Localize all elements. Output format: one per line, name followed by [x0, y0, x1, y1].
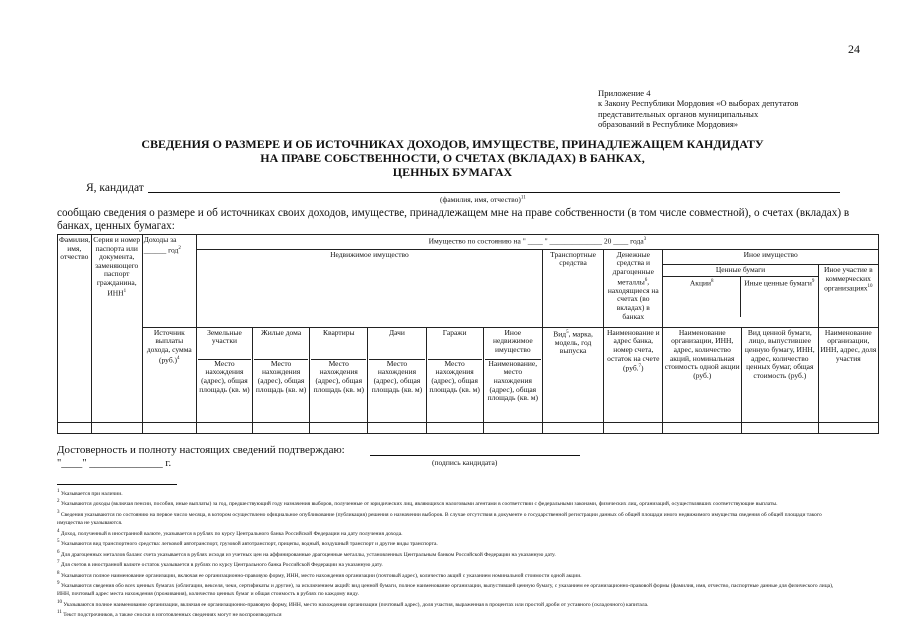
- table-cell[interactable]: [663, 423, 742, 434]
- title-line-2: НА ПРАВЕ СОБСТВЕННОСТИ, О СЧЕТАХ (ВКЛАДАХ) В БАНКАХ,: [260, 151, 645, 165]
- col-other-real-estate: Иное недвижимое имущество Наименование, место нахождения (адрес), общая площадь (кв. м): [483, 327, 542, 423]
- other-property-header: Иное имущество: [663, 249, 879, 264]
- footnote-10: 10 Указываются полное наименование организации, включая ее организационно-правовую форму, ИНН, место нахождения организации (почтовый адрес), доля участия, выраженная в процентах или простой дроби от уставного (складочного) капитала.: [57, 599, 649, 608]
- securities-header: Ценные бумаги Акции$^8$ Иные ценные бумаги$^9$: [663, 264, 818, 327]
- col-money-detail: Наименование и адрес банка, номер счета, остаток на счете (руб.$^7$): [604, 327, 663, 423]
- income-source: Источник выплаты дохода, сумма $(руб.)^4$: [142, 327, 196, 423]
- col-fio: Фамилия, имя, отчество: [58, 235, 92, 423]
- table-cell[interactable]: [58, 423, 92, 434]
- appendix-reference: [598, 88, 878, 129]
- signature-note: (подпись кандидата): [432, 458, 498, 467]
- real-estate-header: Недвижимое имущество: [196, 249, 542, 327]
- col-transport-detail: Вид$^5$, марка, модель, год выпуска: [542, 327, 603, 423]
- table-cell[interactable]: [368, 423, 426, 434]
- col-other-participation-detail: Наименование организации, ИНН, адрес, доля участия: [818, 327, 878, 423]
- intro-text: сообщаю сведения о размере и об источниках своих доходов, имуществе, принадлежащем мне на праве собственности (в том числе совместной), о счетах (вкладах) в банках, ценных бумагах:: [57, 207, 850, 232]
- footnotes: [57, 488, 847, 620]
- appendix-line-4: образований в Республике Мордовия»: [598, 118, 739, 129]
- table-cell[interactable]: [542, 423, 603, 434]
- footnote-9: 9 Указываются сведения обо всех ценных бумагах (облигации, векселя, чеки, сертификаты и другие), за исключением акций: вид ценной бумаги, полное наименование организации, выпустившей ценную бумагу, с указанием ее организационно-правовой формы (фамилия, имя, отчество, паспортные данные для физического лица), ИНН, почтовый адрес места нахождения (проживания), количество ценных бумаг и общая стоимость в рублях по каждому виду.: [57, 580, 834, 598]
- signature-line[interactable]: [370, 455, 580, 456]
- fio-note: (фамилия, имя, отчество)$^{11}$: [440, 195, 526, 204]
- footnote-7: 7 Для счетов в иностранной валюте остаток указывается в рублях по курсу Центрального банка Российской Федерации на указанную дату.: [57, 560, 383, 568]
- footnote-2: 2 Указываются доходы (включая пенсии, пособия, иные выплаты) за год, предшествующий году назначения выборов, полученные от юридических лиц, являющихся налоговыми агентами в соответствии с федеральными законами, физических лиц, организаций, осуществлявших соответствующие выплаты.: [57, 499, 778, 508]
- table-cell[interactable]: [742, 423, 819, 434]
- footnote-1: 1 Указывается при наличии.: [57, 489, 123, 497]
- table-cell[interactable]: [483, 423, 542, 434]
- col-other-securities-detail: Вид ценной бумаги, лицо, выпустившее ценную бумагу, ИНН, адрес, количество ценных бумаг, общая стоимость (руб.): [742, 327, 819, 423]
- appendix-line-3: представительных органов муниципальных: [598, 108, 759, 119]
- col-shares-detail: Наименование организации, ИНН, адрес, количество акций, номинальная стоимость одной акции (руб.): [663, 327, 742, 423]
- table-cell[interactable]: [310, 423, 368, 434]
- table-cell[interactable]: [604, 423, 663, 434]
- other-participation-header: Иное участие в коммерческих организациях$^{10}$: [818, 264, 878, 327]
- property-header: Имущество по состоянию на " ____ " ______________ 20 ____ года$^3$: [196, 235, 878, 250]
- footnote-3: 3 Сведения указываются по состоянию на первое число месяца, в котором осуществлено официальное опубликование (публикация) решения о назначении выборов. В случае отсутствия в документе о государственной регистрации данных об общей площади иного недвижимого имущества сведения об общей площади такого имущества не указываются.: [57, 509, 822, 527]
- footnote-8: 8 Указываются полное наименование организации, включая ее организационно-правовую форму, ИНН, место нахождения организации (почтовый адрес), количество акций с указанием номинальной стоимости одной акции.: [57, 570, 582, 579]
- col-flats: Квартиры Место нахождения (адрес), общая площадь (кв. м): [310, 327, 368, 423]
- footnote-divider: [57, 484, 177, 485]
- appendix-line-1: Приложение 4: [598, 88, 651, 98]
- table-cell[interactable]: [253, 423, 310, 434]
- shares-header: Акции: [689, 278, 711, 288]
- other-securities-header: Иные ценные бумаги: [744, 278, 812, 288]
- transport-header: Транспортные средства: [542, 249, 603, 327]
- col-land: Земельные участки Место нахождения (адрес), общая площадь (кв. м): [196, 327, 252, 423]
- col-passport: Серия и номер паспорта или документа, заменяющего паспорт гражданина, ИНН$^1$: [91, 235, 142, 423]
- footnote-5: 5 Указываются вид транспортного средства: легковой автотранспорт, грузовой автотранспорт, прицепы, водный, воздушный транспорт и другие виды транспорта.: [57, 539, 438, 548]
- candidate-name-line[interactable]: [148, 192, 840, 193]
- document-title: [60, 137, 845, 179]
- date-field[interactable]: "____" ______________ г.: [57, 458, 172, 469]
- table-cell[interactable]: [426, 423, 483, 434]
- title-line-3: ЦЕННЫХ БУМАГАХ: [392, 165, 513, 179]
- col-income: Доходы за ______ год$^2$: [142, 235, 196, 328]
- confirm-text: Достоверность и полноту настоящих сведений подтверждаю:: [57, 444, 345, 456]
- col-dachas: Дачи Место нахождения (адрес), общая площадь (кв. м): [368, 327, 426, 423]
- income-property-table: [57, 234, 879, 434]
- footnote-6: 6 Для драгоценных металлов баланс счета указывается в рублях исходя из учетных цен на аффинированные драгоценные металлы, установленных Центральным банком Российской Федерации на указанную дату.: [57, 549, 556, 558]
- title-line-1: СВЕДЕНИЯ О РАЗМЕРЕ И ОБ ИСТОЧНИКАХ ДОХОДОВ, ИМУЩЕСТВЕ, ПРИНАДЛЕЖАЩЕМ КАНДИДАТУ: [141, 137, 764, 151]
- table-cell[interactable]: [142, 423, 196, 434]
- candidate-lead: Я, кандидат: [86, 182, 144, 194]
- footnote-11: 11 Текст подстрочников, а также сноски в изготовленных сведениях могут не воспроизводиться: [57, 610, 282, 619]
- money-header: Денежные средства и драгоценные металлы$^6$, находящиеся на счетах (во вкладах) в банках: [604, 249, 663, 327]
- table-cell[interactable]: [91, 423, 142, 434]
- col-houses: Жилые дома Место нахождения (адрес), общая площадь (кв. м): [253, 327, 310, 423]
- appendix-line-2: к Закону Республики Мордовия «О выборах депутатов: [598, 98, 799, 109]
- table-cell[interactable]: [818, 423, 878, 434]
- footnote-4: 4 Доход, полученный в иностранной валюте, указывается в рублях по курсу Центрального банка Российской Федерации на дату получения дохода.: [57, 528, 403, 537]
- col-garages: Гаражи Место нахождения (адрес), общая площадь (кв. м): [426, 327, 483, 423]
- page-number: 24: [848, 42, 860, 56]
- table-cell[interactable]: [196, 423, 252, 434]
